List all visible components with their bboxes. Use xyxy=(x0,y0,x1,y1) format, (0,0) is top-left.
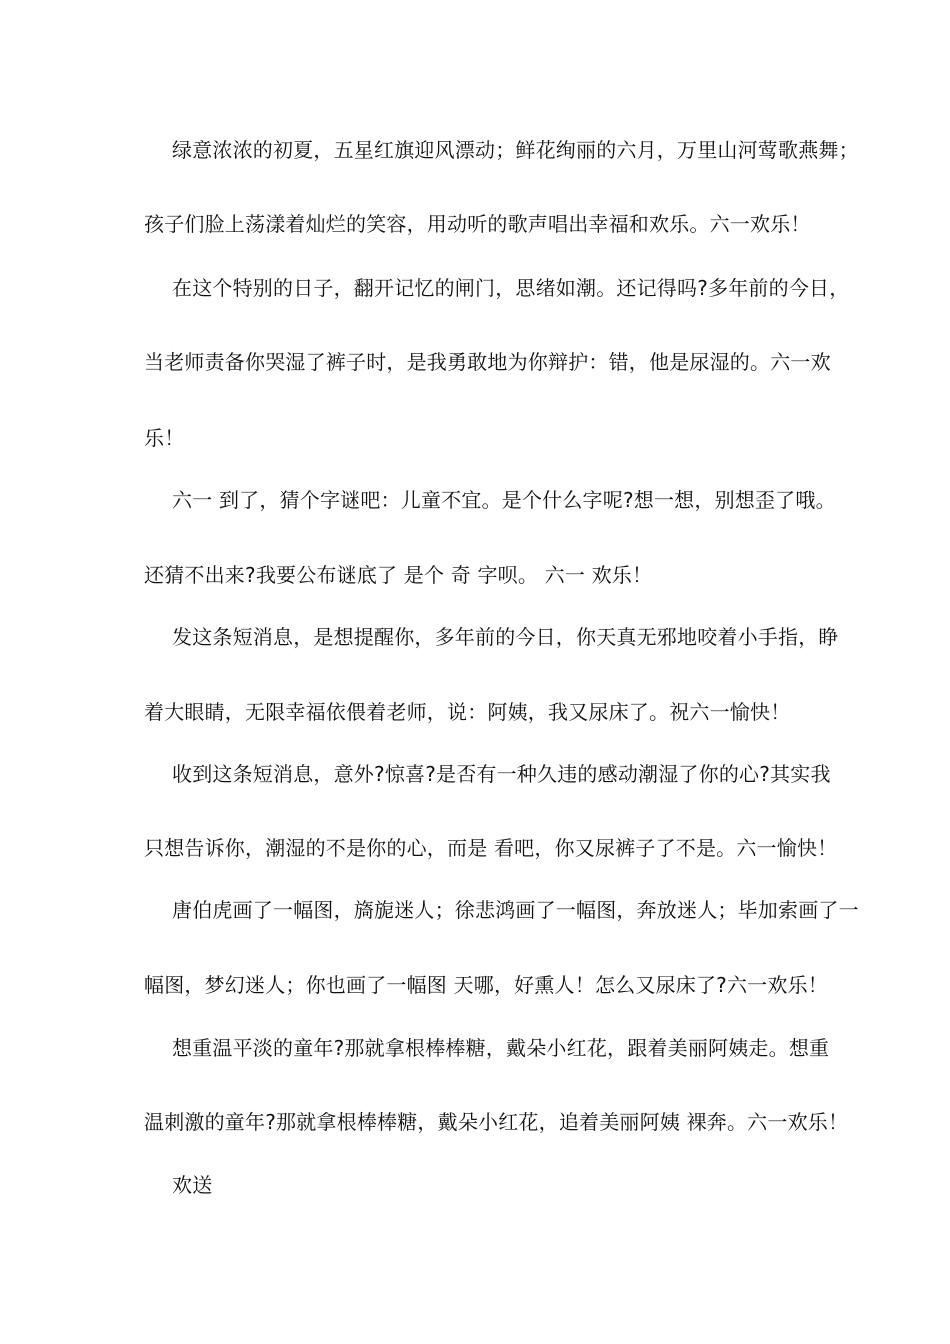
text-line: 幅图，梦幻迷人；你也画了一幅图 天哪，好熏人！怎么又尿床了?六一欢乐！ xyxy=(144,973,828,997)
text-line: 绿意浓浓的初夏，五星红旗迎风漂动；鲜花绚丽的六月，万里山河莺歌燕舞； xyxy=(172,138,859,162)
text-line: 只想告诉你，潮湿的不是你的心，而是 看吧，你又尿裤子了不是。六一愉快！ xyxy=(144,836,838,860)
text-line: 着大眼睛，无限幸福依偎着老师，说：阿姨，我又尿床了。祝六一愉快！ xyxy=(144,700,791,724)
text-line: 还猜不出来?我要公布谜底了 是个 奇 字呗。 六一 欢乐！ xyxy=(144,563,653,587)
text-line: 发这条短消息，是想提醒你，多年前的今日，你天真无邪地咬着小手指，睁 xyxy=(172,625,839,649)
text-line: 乐！ xyxy=(144,426,185,450)
text-line: 在这个特别的日子，翻开记忆的闸门，思绪如潮。还记得吗?多年前的今日， xyxy=(172,276,850,300)
text-line: 孩子们脸上荡漾着灿烂的笑容，用动听的歌声唱出幸福和欢乐。六一欢乐！ xyxy=(144,212,811,236)
text-line: 收到这条短消息，意外?惊喜?是否有一种久违的感动潮湿了你的心?其实我 xyxy=(172,762,831,786)
text-line: 欢送 xyxy=(172,1173,213,1197)
text-line: 当老师责备你哭湿了裤子时，是我勇敢地为你辩护：错，他是尿湿的。六一欢 xyxy=(144,350,831,374)
text-line: 想重温平淡的童年?那就拿根棒棒糖，戴朵小红花，跟着美丽阿姨走。想重 xyxy=(172,1036,830,1060)
text-line: 温刺激的童年?那就拿根棒棒糖，戴朵小红花，追着美丽阿姨 裸奔。六一欢乐！ xyxy=(144,1110,849,1134)
text-line: 唐伯虎画了一幅图，旖旎迷人；徐悲鸿画了一幅图，奔放迷人；毕加索画了一 xyxy=(172,898,859,922)
text-line: 六一 到了，猜个字谜吧：儿童不宜。是个什么字呢?想一想，别想歪了哦。 xyxy=(172,488,836,512)
